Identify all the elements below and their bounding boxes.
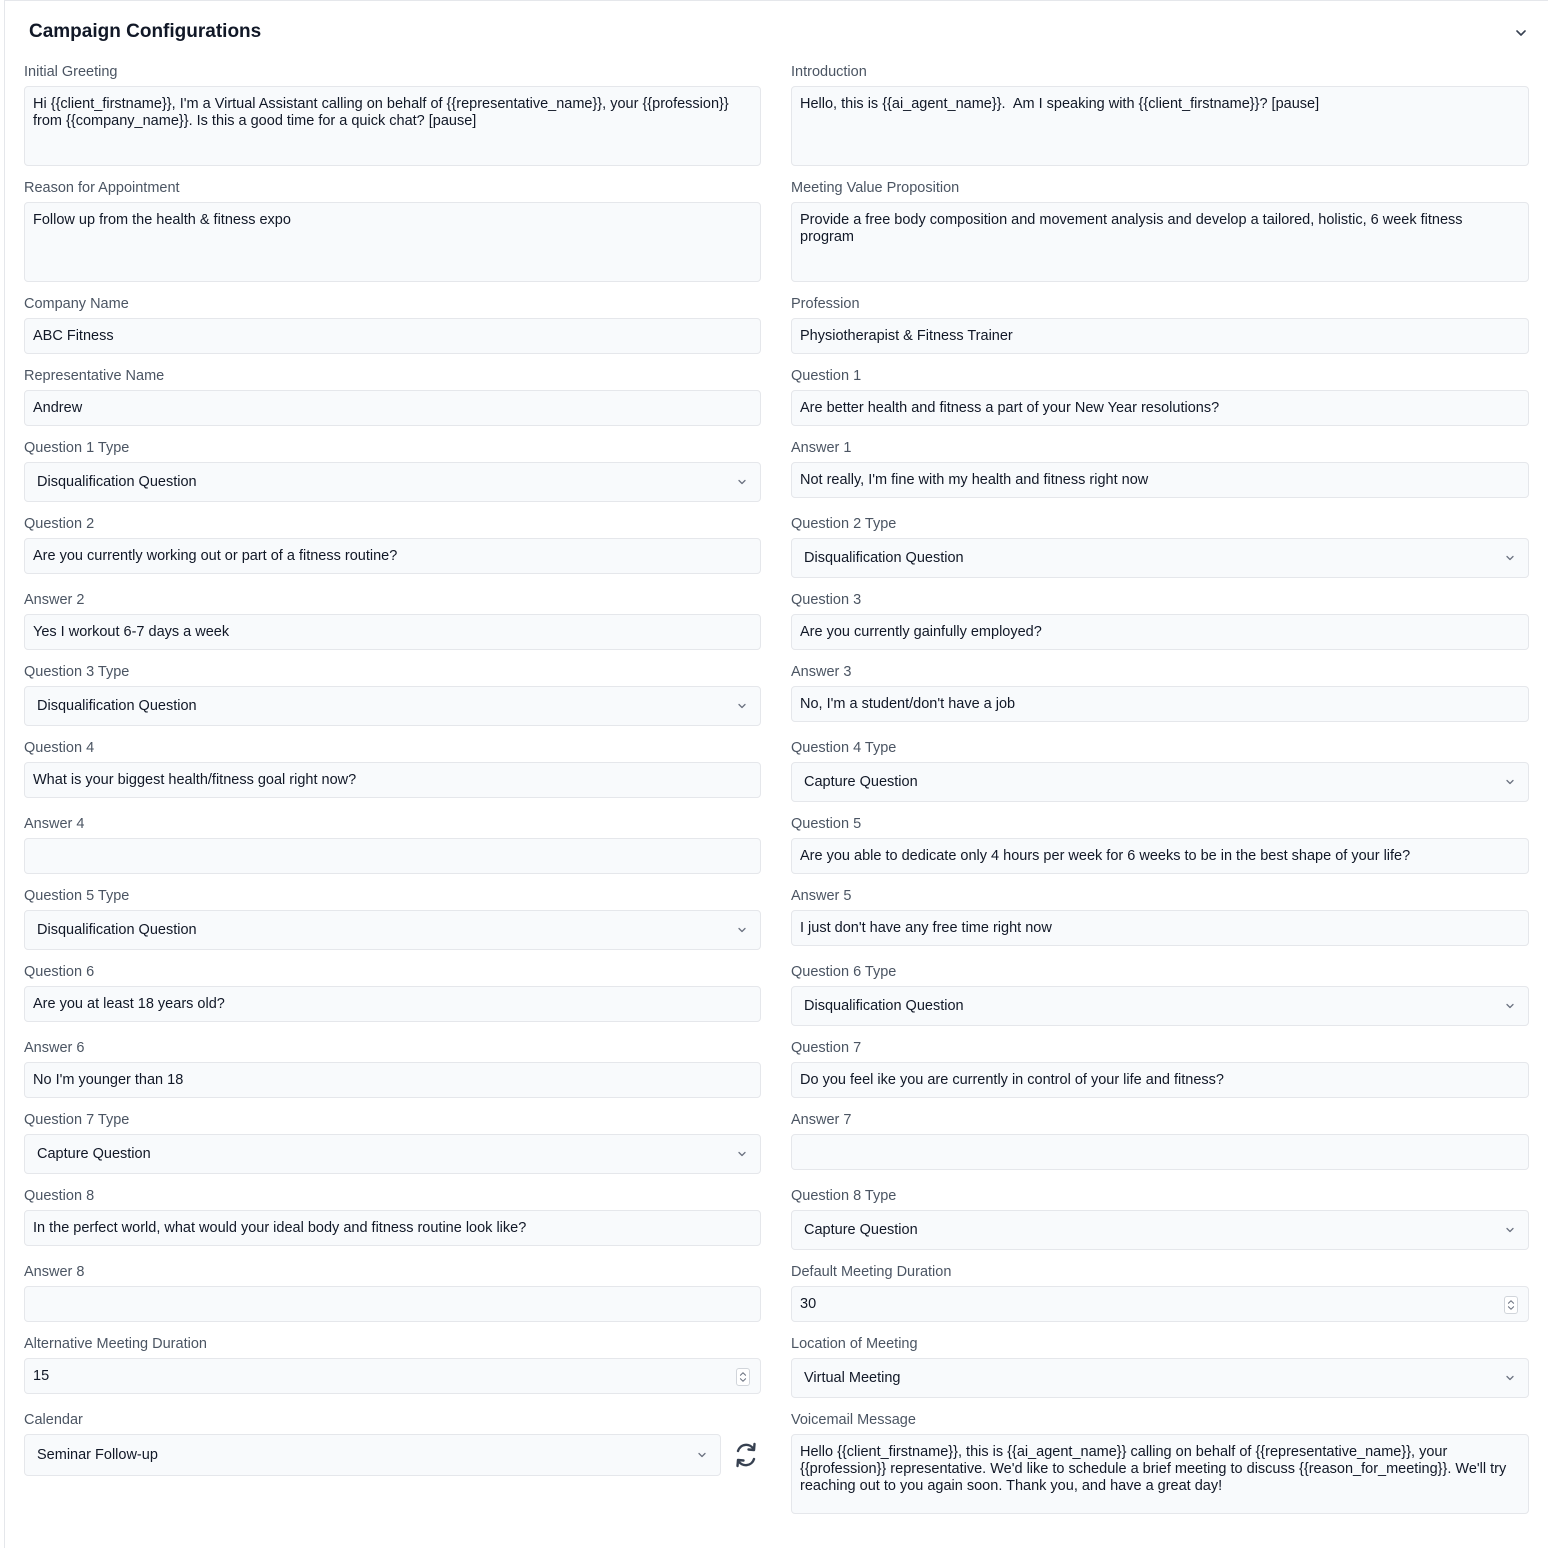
question-3-label: Question 3 (791, 592, 862, 608)
answer-8-input[interactable] (24, 1286, 761, 1322)
value-prop-textarea[interactable]: Provide a free body composition and movement analysis and develop a tailored, holistic, 6 week fitness program (791, 202, 1529, 282)
answer-3-label: Answer 3 (791, 664, 852, 680)
question-2-type-label: Question 2 Type (791, 516, 897, 532)
question-8-input[interactable]: In the perfect world, what would your ideal body and fitness routine look like? (24, 1210, 761, 1246)
answer-6-label: Answer 6 (24, 1040, 85, 1056)
initial-greeting-label: Initial Greeting (24, 64, 118, 80)
introduction-textarea[interactable]: Hello, this is {{ai_agent_name}}. Am I speaking with {{client_firstname}}? [pause] (791, 86, 1529, 166)
question-3-type-label: Question 3 Type (24, 664, 130, 680)
company-name-input[interactable]: ABC Fitness (24, 318, 761, 354)
alt-duration-value: 15 (33, 1368, 50, 1384)
spinner-arrows-icon[interactable] (736, 1368, 750, 1386)
spinner-arrows-icon[interactable] (1504, 1296, 1518, 1314)
profession-label: Profession (791, 296, 860, 312)
chevron-down-icon (1504, 1224, 1516, 1236)
question-4-type-label: Question 4 Type (791, 740, 897, 756)
profession-input[interactable]: Physiotherapist & Fitness Trainer (791, 318, 1529, 354)
question-6-type-value: Disqualification Question (804, 998, 964, 1014)
question-4-input[interactable]: What is your biggest health/fitness goal right now? (24, 762, 761, 798)
question-2-input[interactable]: Are you currently working out or part of a fitness routine? (24, 538, 761, 574)
rep-name-input[interactable]: Andrew (24, 390, 761, 426)
question-6-label: Question 6 (24, 964, 95, 980)
question-1-type-select[interactable] (24, 462, 761, 502)
question-4-label: Question 4 (24, 740, 95, 756)
answer-7-label: Answer 7 (791, 1112, 852, 1128)
question-5-type-label: Question 5 Type (24, 888, 130, 904)
answer-2-input[interactable]: Yes I workout 6-7 days a week (24, 614, 761, 650)
answer-5-input[interactable]: I just don't have any free time right now (791, 910, 1529, 946)
question-6-type-select[interactable] (791, 986, 1529, 1026)
question-6-type-label: Question 6 Type (791, 964, 897, 980)
chevron-down-icon (1504, 1000, 1516, 1012)
introduction-label: Introduction (791, 64, 867, 80)
voicemail-label: Voicemail Message (791, 1412, 916, 1428)
refresh-icon[interactable] (733, 1440, 759, 1470)
question-1-type-value: Disqualification Question (37, 474, 197, 490)
chevron-down-icon (1504, 552, 1516, 564)
company-name-label: Company Name (24, 296, 129, 312)
question-7-input[interactable]: Do you feel ike you are currently in control of your life and fitness? (791, 1062, 1529, 1098)
question-6-input[interactable]: Are you at least 18 years old? (24, 986, 761, 1022)
chevron-down-icon (736, 924, 748, 936)
default-duration-value: 30 (800, 1296, 817, 1312)
question-1-input[interactable]: Are better health and fitness a part of your New Year resolutions? (791, 390, 1529, 426)
answer-7-input[interactable] (791, 1134, 1529, 1170)
question-4-type-select[interactable] (791, 762, 1529, 802)
question-3-type-select[interactable] (24, 686, 761, 726)
chevron-down-icon (1504, 776, 1516, 788)
default-duration-input[interactable] (791, 1286, 1529, 1322)
location-select[interactable] (791, 1358, 1529, 1398)
question-7-label: Question 7 (791, 1040, 862, 1056)
question-5-input[interactable]: Are you able to dedicate only 4 hours per week for 6 weeks to be in the best shape of your life? (791, 838, 1529, 874)
question-3-input[interactable]: Are you currently gainfully employed? (791, 614, 1529, 650)
reason-label: Reason for Appointment (24, 180, 180, 196)
question-8-type-value: Capture Question (804, 1222, 918, 1238)
location-value: Virtual Meeting (804, 1370, 901, 1386)
initial-greeting-textarea[interactable]: Hi {{client_firstname}}, I'm a Virtual Assistant calling on behalf of {{representative_name}}, your {{profession}} from {{company_name}}. Is this a good time for a quick chat? [pause] (24, 86, 761, 166)
question-8-label: Question 8 (24, 1188, 95, 1204)
chevron-down-icon (736, 476, 748, 488)
answer-8-label: Answer 8 (24, 1264, 85, 1280)
answer-4-label: Answer 4 (24, 816, 85, 832)
default-duration-label: Default Meeting Duration (791, 1264, 952, 1280)
answer-1-input[interactable]: Not really, I'm fine with my health and fitness right now (791, 462, 1529, 498)
value-prop-label: Meeting Value Proposition (791, 180, 960, 196)
answer-5-label: Answer 5 (791, 888, 852, 904)
question-2-label: Question 2 (24, 516, 95, 532)
question-4-type-value: Capture Question (804, 774, 918, 790)
answer-2-label: Answer 2 (24, 592, 85, 608)
answer-3-input[interactable]: No, I'm a student/don't have a job (791, 686, 1529, 722)
voicemail-textarea[interactable]: Hello {{client_firstname}}, this is {{ai_agent_name}} calling on behalf of {{representative_name}}, your {{profession}} representative. We'd like to schedule a brief meeting to discuss {{reason_for_meeting}}. We'll try reaching out to you again soon. Thank you, and have a great day! (791, 1434, 1529, 1514)
question-2-type-select[interactable] (791, 538, 1529, 578)
question-3-type-value: Disqualification Question (37, 698, 197, 714)
question-2-type-value: Disqualification Question (804, 550, 964, 566)
page-title: Campaign Configurations (29, 21, 262, 42)
question-1-type-label: Question 1 Type (24, 440, 130, 456)
question-5-type-value: Disqualification Question (37, 922, 197, 938)
question-7-type-label: Question 7 Type (24, 1112, 130, 1128)
answer-4-input[interactable] (24, 838, 761, 874)
chevron-down-icon (1504, 1372, 1516, 1384)
question-8-type-label: Question 8 Type (791, 1188, 897, 1204)
question-5-label: Question 5 (791, 816, 862, 832)
rep-name-label: Representative Name (24, 368, 165, 384)
calendar-label: Calendar (24, 1412, 83, 1428)
question-5-type-select[interactable] (24, 910, 761, 950)
question-7-type-value: Capture Question (37, 1146, 151, 1162)
answer-6-input[interactable]: No I'm younger than 18 (24, 1062, 761, 1098)
calendar-value: Seminar Follow-up (37, 1447, 158, 1463)
chevron-down-icon[interactable] (1513, 25, 1529, 41)
chevron-down-icon (736, 1148, 748, 1160)
question-7-type-select[interactable] (24, 1134, 761, 1174)
question-1-label: Question 1 (791, 368, 862, 384)
answer-1-label: Answer 1 (791, 440, 852, 456)
chevron-down-icon (736, 700, 748, 712)
location-label: Location of Meeting (791, 1336, 918, 1352)
chevron-down-icon (696, 1449, 708, 1461)
reason-textarea[interactable]: Follow up from the health & fitness expo (24, 202, 761, 282)
question-8-type-select[interactable] (791, 1210, 1529, 1250)
calendar-select[interactable] (24, 1434, 721, 1476)
alt-duration-label: Alternative Meeting Duration (24, 1336, 207, 1352)
alt-duration-input[interactable] (24, 1358, 761, 1394)
